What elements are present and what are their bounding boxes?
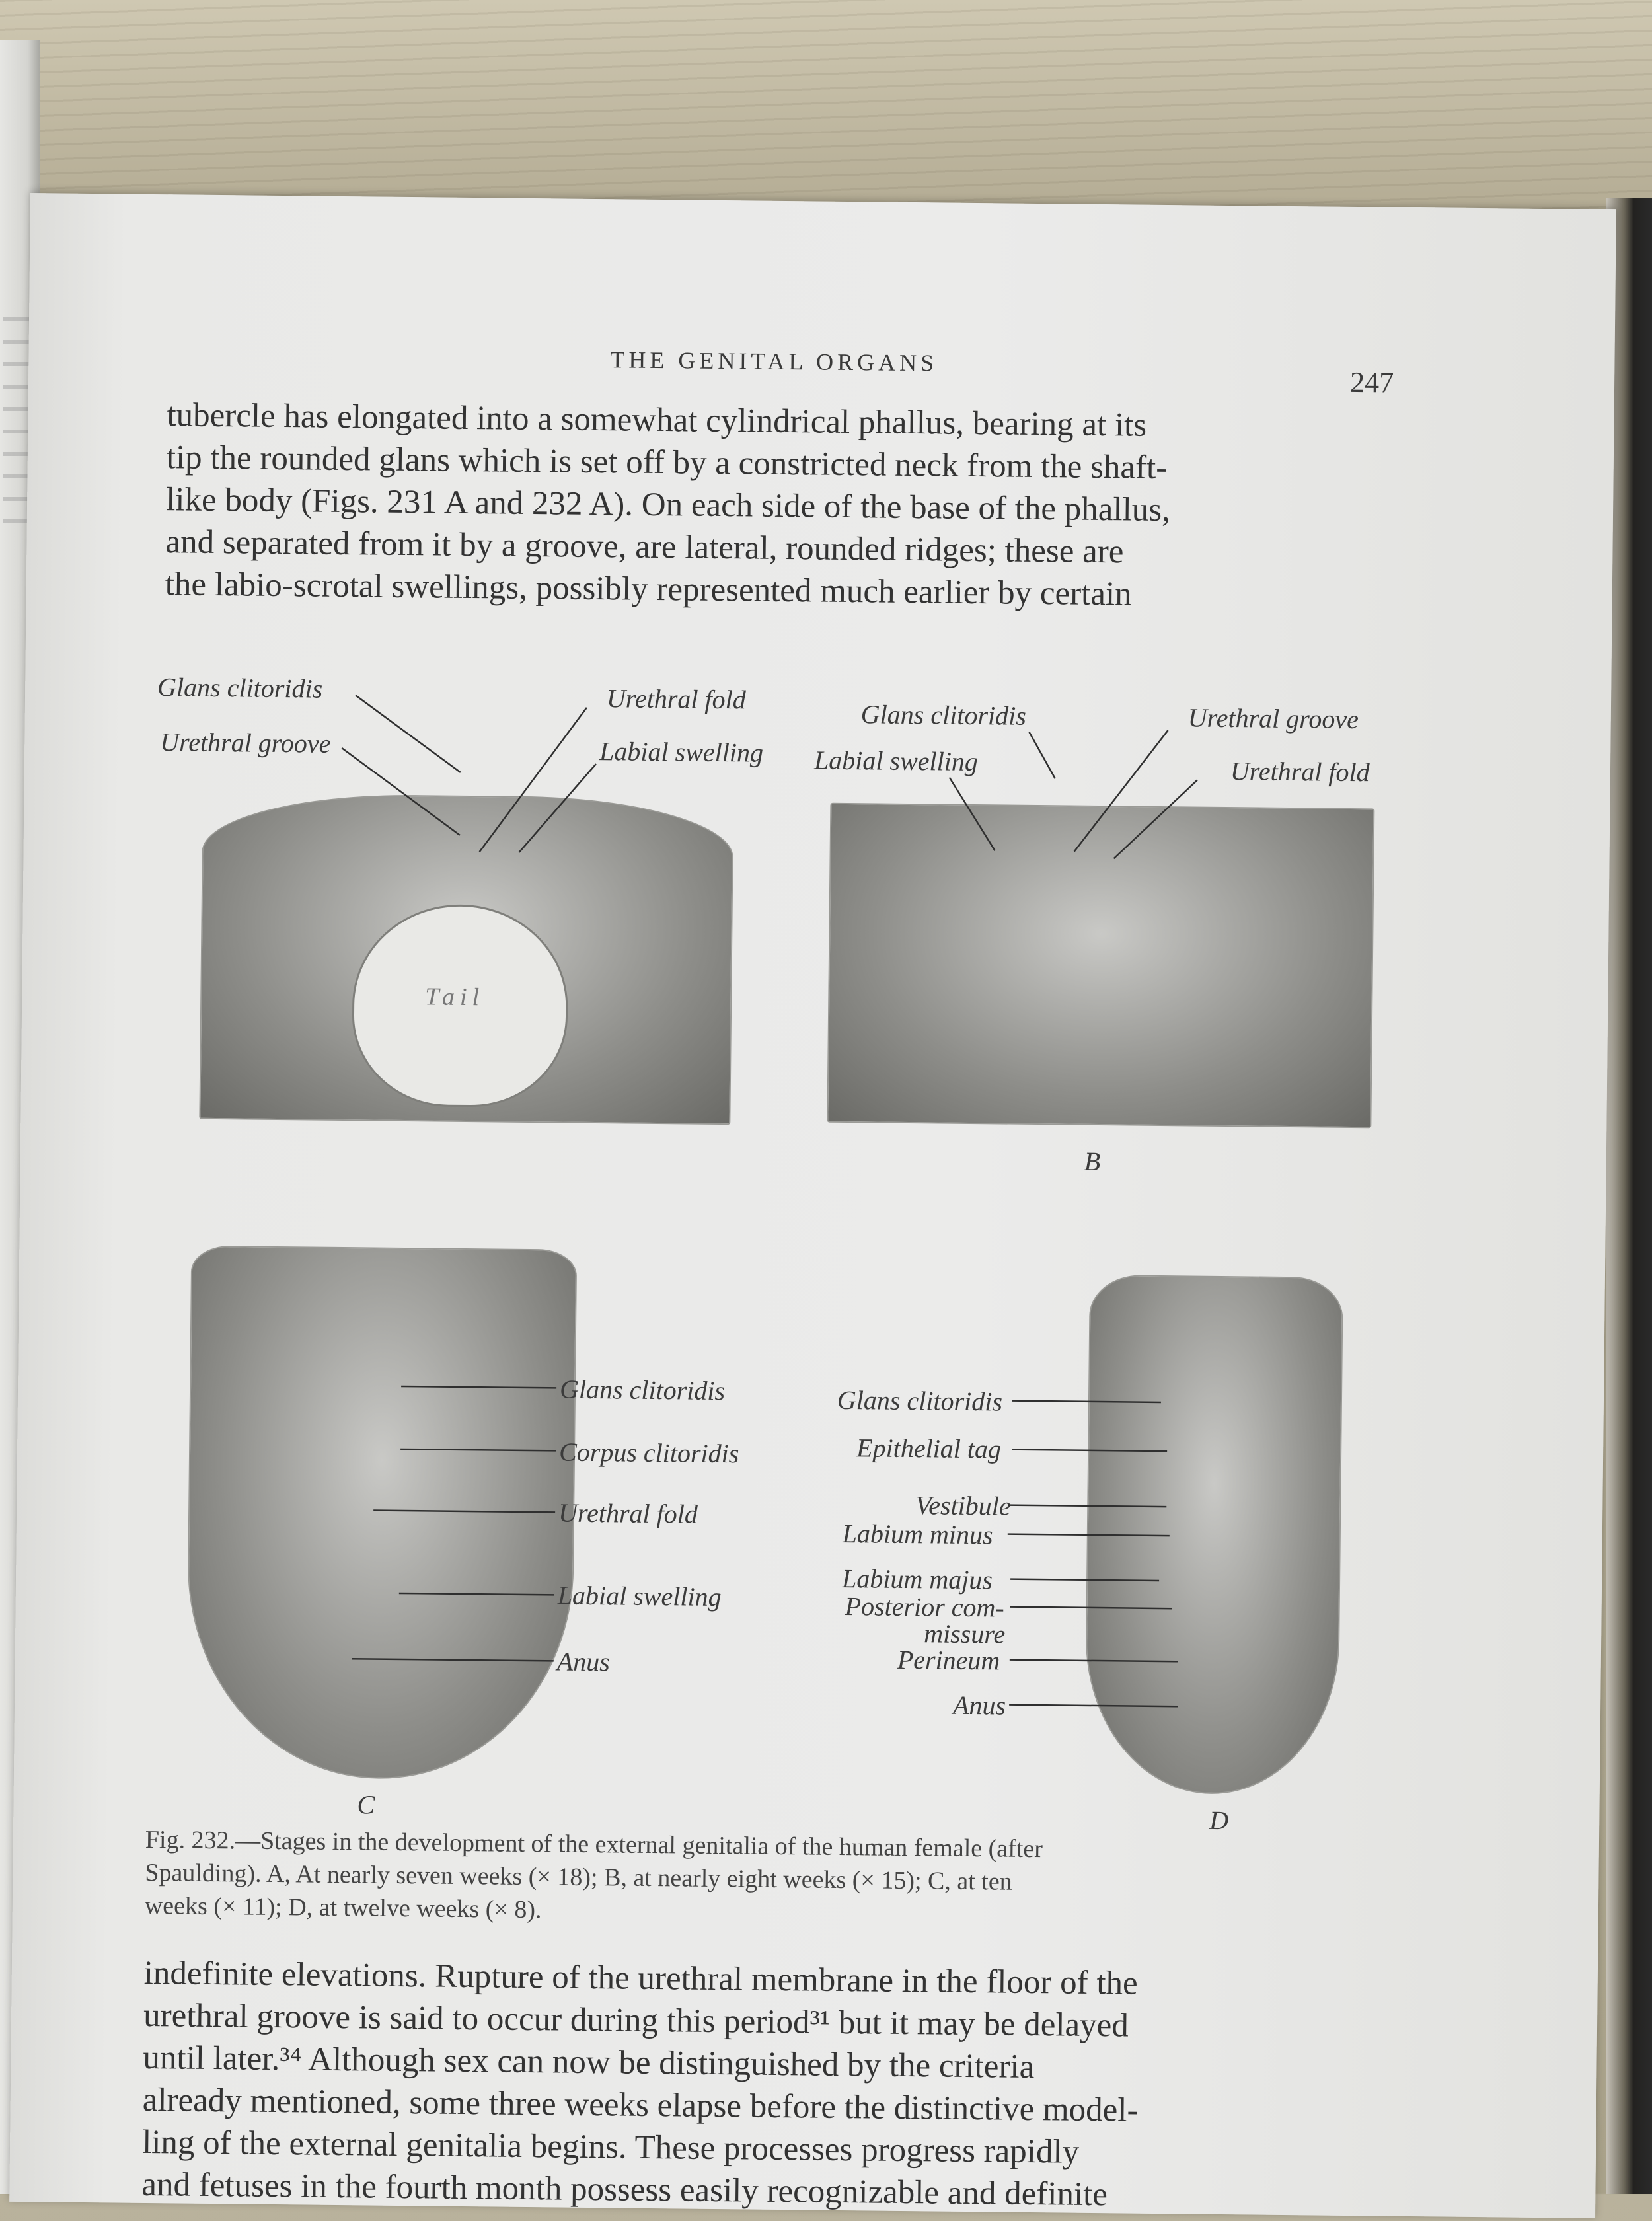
- text-line: tip the rounded glans which is set off by a constricted neck from the shaft-: [166, 439, 1168, 487]
- caption-line: Spaulding). A, At nearly seven weeks (× 18); B, at nearly eight weeks (× 15); C, at ten: [145, 1858, 1012, 1896]
- leader-swelling-b: [949, 778, 996, 851]
- leader-vestibule-d: [1008, 1505, 1166, 1507]
- label-perineum-d: Perineum: [897, 1644, 1000, 1676]
- label-glans-d: Glans clitoridis: [837, 1384, 1003, 1417]
- caption-line: Fig. 232.—Stages in the development of the external genitalia of the human female (after: [145, 1825, 1043, 1863]
- label-minus-d: Labium minus: [842, 1518, 993, 1550]
- leader-anus-c: [352, 1659, 554, 1661]
- text-line: until later.³⁴ Although sex can now be distinguished by the criteria: [143, 2039, 1035, 2086]
- label-anus-d: Anus: [952, 1690, 1006, 1721]
- caption-line: weeks (× 11); D, at twelve weeks (× 8).: [144, 1891, 542, 1924]
- label-swelling-c: Labial swelling: [557, 1580, 722, 1612]
- text-line: and fetuses in the fourth month possess easily recognizable and definite: [141, 2165, 1108, 2214]
- leader-swelling-a: [519, 763, 596, 853]
- leader-majus-d: [1010, 1579, 1159, 1581]
- label-groove-a: Urethral groove: [160, 727, 331, 759]
- leader-perineum-d: [1010, 1660, 1178, 1662]
- leader-glans-b: [1029, 732, 1056, 778]
- label-glans-a: Glans clitoridis: [157, 672, 323, 704]
- label-vestibule-d: Vestibule: [915, 1490, 1011, 1521]
- panel-d-letter: D: [1209, 1805, 1229, 1836]
- leader-anus-d: [1009, 1705, 1178, 1707]
- figure-caption: [145, 1823, 1401, 1936]
- leader-fold-b: [1114, 779, 1197, 859]
- panel-c-letter: C: [357, 1789, 375, 1820]
- leader-swelling-c: [399, 1593, 554, 1595]
- leader-glans-a: [355, 695, 461, 772]
- leader-glans-c: [401, 1386, 556, 1388]
- text-line: already mentioned, some three weeks elapse before the distinctive model-: [142, 2081, 1139, 2129]
- text-line: tubercle has elongated into a somewhat cylindrical phallus, bearing at its: [167, 396, 1147, 444]
- facing-page-text-fragment: [3, 317, 29, 529]
- leader-fold-c: [373, 1511, 555, 1513]
- running-head: THE GENITAL ORGANS: [610, 346, 938, 377]
- label-fold-a: Urethral fold: [606, 683, 747, 715]
- label-corpus-c: Corpus clitoridis: [558, 1437, 739, 1469]
- text-line: like body (Figs. 231 A and 232 A). On each side of the base of the phallus,: [165, 481, 1171, 529]
- leader-groove-b: [1074, 730, 1168, 852]
- text-line: indefinite elevations. Rupture of the urethral membrane in the floor of the: [143, 1954, 1139, 2002]
- label-glans-b: Glans clitoridis: [860, 699, 1027, 731]
- label-anus-c: Anus: [556, 1646, 611, 1677]
- label-posterior-d-2: missure: [924, 1618, 1006, 1649]
- text-line: the labio-scrotal swellings, possibly represented much earlier by certain: [165, 566, 1132, 613]
- leader-glans-d: [1012, 1401, 1161, 1402]
- panel-b-letter: B: [1084, 1146, 1101, 1177]
- leader-groove-a: [341, 748, 461, 835]
- leader-fold-a: [480, 706, 587, 853]
- wooden-table-background: [0, 0, 1652, 218]
- label-majus-d: Labium majus: [841, 1563, 993, 1595]
- label-glans-c: Glans clitoridis: [559, 1374, 726, 1406]
- leader-tag-d: [1012, 1450, 1167, 1451]
- label-fold-c: Urethral fold: [558, 1497, 698, 1529]
- leader-corpus-c: [400, 1449, 556, 1450]
- label-swelling-b: Labial swelling: [813, 745, 979, 777]
- label-swelling-a: Labial swelling: [599, 736, 764, 768]
- text-line: urethral groove is said to occur during this period³¹ but it may be delayed: [143, 1996, 1129, 2045]
- tail-label: Tail: [425, 983, 485, 1012]
- leader-posterior-d: [1010, 1607, 1172, 1609]
- book-page: [9, 193, 1616, 2218]
- label-tag-d: Epithelial tag: [856, 1433, 1002, 1464]
- label-groove-b: Urethral groove: [1187, 702, 1359, 735]
- leader-minus-d: [1008, 1534, 1170, 1536]
- label-fold-b: Urethral fold: [1230, 756, 1370, 788]
- bottom-paragraph: [141, 1952, 1380, 2219]
- text-line: and separated from it by a groove, are lateral, rounded ridges; these are: [165, 523, 1124, 571]
- text-line: ling of the external genitalia begins. These processes progress rapidly: [141, 2123, 1080, 2171]
- label-posterior-d: Posterior com-: [845, 1591, 1004, 1623]
- page-number: 247: [1349, 365, 1394, 399]
